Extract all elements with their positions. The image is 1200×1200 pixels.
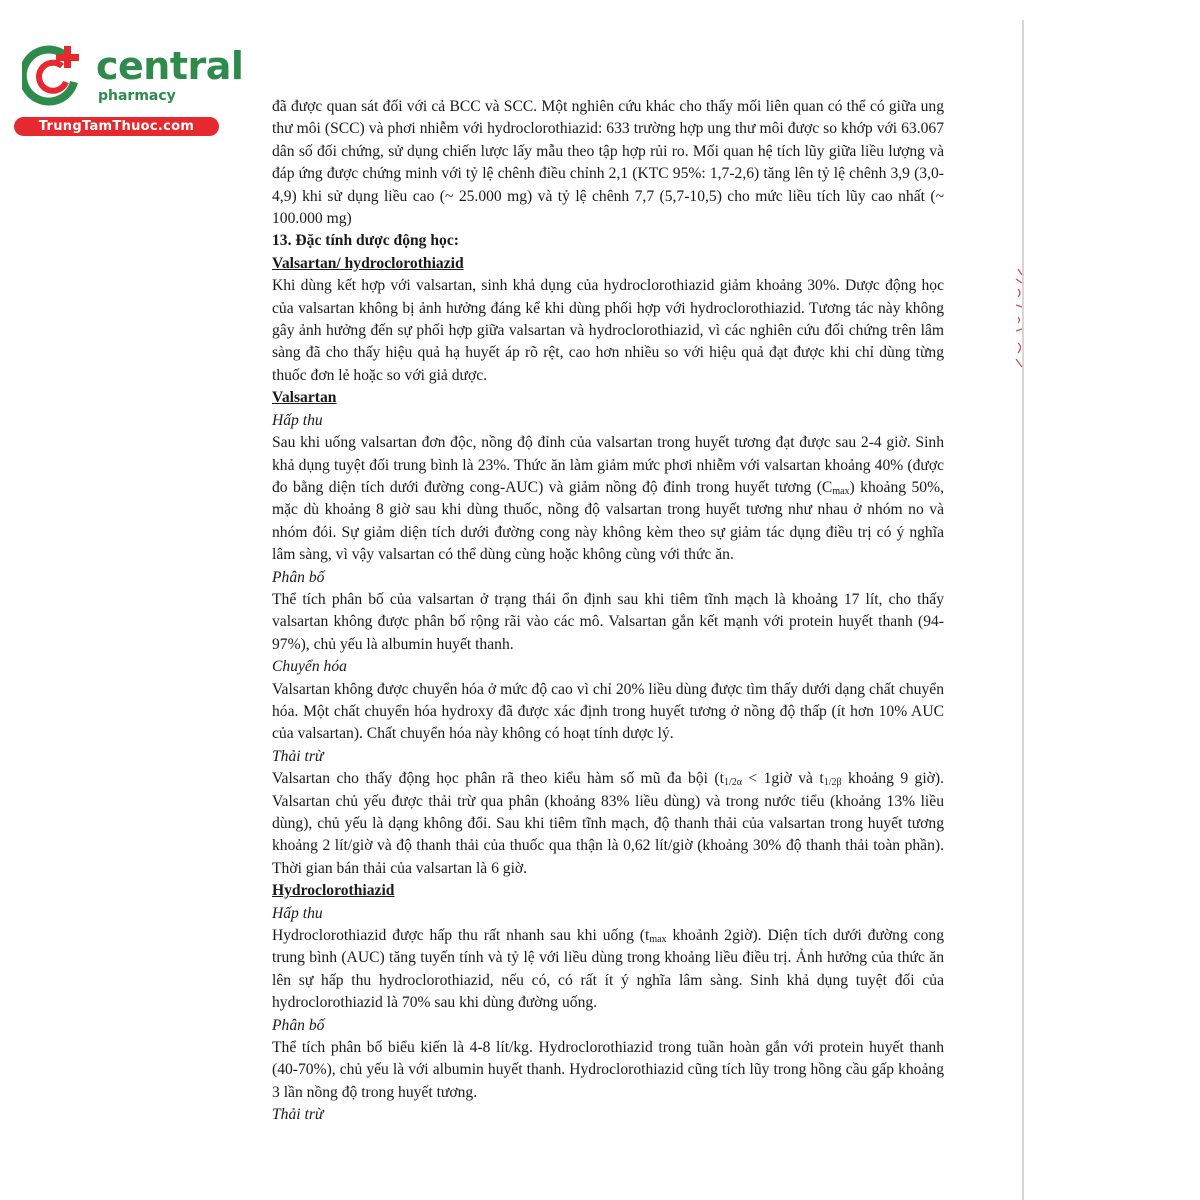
logo-website-badge: TrungTamThuoc.com — [14, 117, 219, 136]
valsartan-elimination-paragraph: Valsartan cho thấy động học phân rã theo kiểu hàm số mũ đa bội ($t_{1/2\alpha}$ < 1giờ và $t_{1/2\beta}$ khoảng 9 giờ). Valsartan chủ yếu được thải trừ qua phân (khoảng 83% liều dùng) và trong nước tiểu (khoảng 13% liều dùng), chủ yếu là dạng không đổi. Sau khi tiêm tĩnh mạch, độ thanh thải của valsartan trong huyết tương khoảng 2 lít/giờ và độ thanh thải của thuốc qua thận là 0,62 lít/giờ (khoảng 30% độ thanh thải toàn phần). Thời gian bán thải của valsartan là 6 giờ. — [272, 770, 944, 877]
valsartan-distribution-paragraph: Thể tích phân bố của valsartan ở trạng thái ổn định sau khi tiêm tĩnh mạch là khoảng 17 lít, cho thấy valsartan không được phân bố rộng rãi vào các mô. Valsartan gắn kết mạnh với protein huyết thanh (94-97%), chủ yếu là albumin huyết thanh. — [272, 590, 944, 653]
logo-subtitle: pharmacy — [98, 88, 176, 104]
intro-paragraph: đã được quan sát đối với cả BCC và SCC. Một nghiên cứu khác cho thấy mối liên quan có thể có giữa ung thư môi (SCC) và phơi nhiễm với hydroclorothiazid: 633 trường hợp ung thư môi được so khớp với 63.067 dân số đối chứng, sử dụng chiến lược lấy mẫu theo tập hợp rủi ro. Mối quan hệ tích lũy giữa liều lượng và đáp ứng được chứng minh với tỷ lệ chênh điều chỉnh 2,1 (KTC 95%: 1,7-2,6) tăng lên tỷ lệ chênh 3,9 (3,0-4,9) khi sử dụng liều cao (~ 25.000 mg) và tỷ lệ chênh 7,7 (5,7-10,5) cho mức liều tích lũy cao nhất (~ 100.000 mg) — [272, 98, 944, 228]
hctz-absorption-title: Hấp thu — [272, 904, 323, 922]
valsartan-distribution-title: Phân bố — [272, 568, 325, 586]
valsartan-absorption-paragraph: Sau khi uống valsartan đơn độc, nồng độ đỉnh của valsartan trong huyết tương đạt được sau 2-4 giờ. Sinh khả dụng tuyệt đối trung bình là 23%. Thức ăn làm giảm mức phơi nhiễm với valsartan khoảng 40% (được đo bằng diện tích dưới đường cong-AUC) và giảm nồng độ đỉnh trong huyết tương $(C_{max})$ khoảng 50%, mặc dù khoảng 8 giờ sau khi dùng thuốc, nồng độ valsartan trong huyết tương như nhau ở nhóm no và nhóm đói. Sự giảm diện tích dưới đường cong này không kèm theo sự giảm tác dụng điều trị có ý nghĩa lâm sàng, vì vậy valsartan có thể dùng cùng hoặc không cùng với thức ăn. — [272, 434, 944, 564]
hctz-elimination-title: Thải trừ — [272, 1106, 324, 1124]
document-page — [272, 96, 944, 1127]
brand-logo — [10, 38, 244, 138]
logo-brand-name: central — [96, 44, 244, 88]
section-heading-pharmacokinetics: 13. Đặc tính dược động học: — [272, 232, 459, 250]
valsartan-metabolism-title: Chuyển hóa — [272, 658, 347, 676]
page-edge-divider — [1022, 20, 1024, 1200]
valsartan-elimination-title: Thải trừ — [272, 747, 324, 765]
heading-hydroclorothiazid: Hydroclorothiazid — [272, 882, 395, 900]
hctz-distribution-paragraph: Thể tích phân bố biểu kiến là 4-8 lít/kg. Hydroclorothiazid trong tuần hoàn gắn với protein huyết thanh (40-70%), chủ yếu là với albumin huyết thanh. Hydroclorothiazid cũng tích lũy trong hồng cầu gấp khoảng 3 lần nồng độ trong huyết tương. — [272, 1039, 944, 1101]
combo-paragraph: Khi dùng kết hợp với valsartan, sinh khả dụng của hydroclorothiazid giảm khoảng 30%. Dược động học của valsartan không bị ảnh hưởng đáng kể khi dùng phối hợp với hydroclorothiazid. Tương tác này không gây ảnh hưởng đến sự phối hợp giữa valsartan và hydroclorothiazid, vì các nghiên cứu đối chứng trên lâm sàng đã cho thấy hiệu quả hạ huyết áp rõ rệt, cao hơn nhiều so với hiệu quả đạt được khi chỉ dùng từng thuốc đơn lẻ hoặc so với giả dược. — [272, 277, 944, 384]
hctz-distribution-title: Phân bố — [272, 1016, 325, 1034]
signature-stamp-icon — [1010, 265, 1028, 375]
pharmacy-cross-logo-icon — [22, 42, 86, 106]
valsartan-metabolism-paragraph: Valsartan không được chuyển hóa ở mức độ cao vì chỉ 20% liều dùng được tìm thấy dưới dạng chất chuyển hóa. Một chất chuyển hóa hydroxy đã được xác định trong huyết tương ở nồng độ thấp (ít hơn 10% AUC của valsartan). Chất chuyển hóa này không có hoạt tính dược lý. — [272, 680, 944, 743]
hctz-absorption-paragraph: Hydroclorothiazid được hấp thu rất nhanh sau khi uống ($t_{max}$ khoảnh 2giờ). Diện tích dưới đường cong trung bình (AUC) tăng tuyến tính và tỷ lệ với liều dùng trong khoảng liều điều trị. Ảnh hưởng của thức ăn lên sự hấp thu hydroclorothiazid, nếu có, có rất ít ý nghĩa lâm sàng. Sinh khả dụng tuyệt đối của hydroclorothiazid là 70% sau khi dùng đường uống. — [272, 927, 944, 1012]
heading-valsartan-hctz: Valsartan/ hydroclorothiazid — [272, 254, 464, 272]
valsartan-absorption-title: Hấp thu — [272, 411, 323, 429]
heading-valsartan: Valsartan — [272, 389, 337, 407]
